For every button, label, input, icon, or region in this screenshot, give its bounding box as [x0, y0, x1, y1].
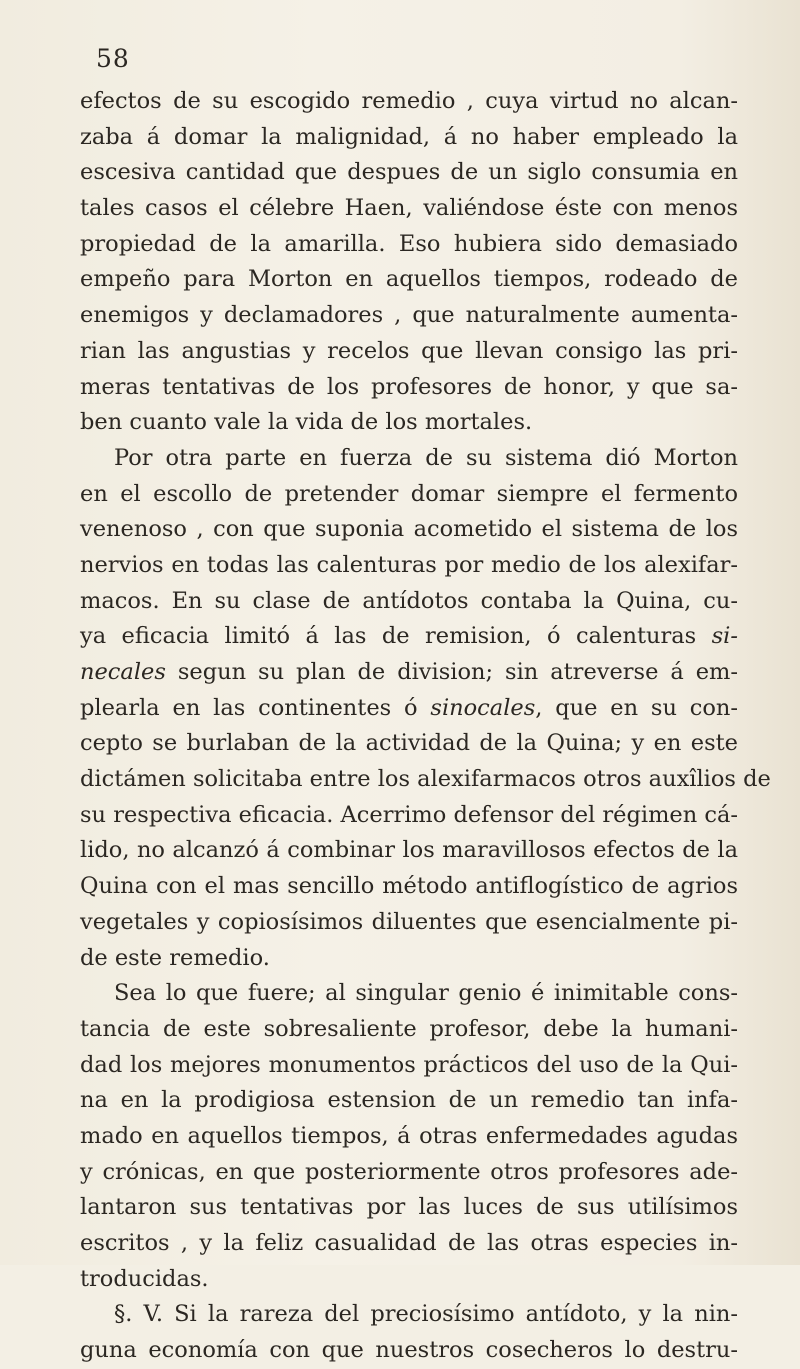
text-line — [80, 976, 738, 1012]
text-segment: guna economía con que nuestros cosecheros lo destru- — [80, 1337, 738, 1364]
text-line — [80, 441, 738, 477]
text-line — [80, 655, 738, 691]
text-line — [80, 1012, 738, 1048]
text-line — [80, 905, 738, 941]
text-line — [80, 1155, 738, 1191]
italic-term: sinocales — [430, 694, 536, 721]
text-line — [80, 1262, 738, 1298]
text-segment: meras tentativas de los profesores de honor, y que sa- — [80, 373, 738, 400]
text-line — [80, 84, 738, 120]
text-segment: su respectiva eficacia. Acerrimo defensor del régimen cá- — [80, 801, 738, 828]
text-segment: , que en su con- — [535, 694, 739, 721]
text-line — [80, 405, 738, 441]
text-segment: zaba á domar la malignidad, á no haber empleado la — [80, 123, 738, 150]
text-segment: plearla en las continentes ó — [80, 694, 431, 721]
text-segment: na en la prodigiosa estension de un remedio tan infa- — [80, 1087, 738, 1114]
text-line — [80, 512, 738, 548]
text-line — [80, 370, 738, 406]
text-line — [80, 1190, 738, 1226]
text-line — [80, 227, 738, 263]
text-line — [80, 477, 738, 513]
text-line — [80, 155, 738, 191]
body-text — [80, 84, 771, 1369]
text-segment: escritos , y la feliz casualidad de las otras especies in- — [80, 1230, 738, 1256]
text-line — [80, 619, 738, 655]
text-segment: Quina con el mas sencillo método antiflogístico de agrios — [80, 873, 738, 900]
page-number: 58 — [96, 44, 130, 73]
text-line — [80, 1119, 738, 1155]
text-segment: dad los mejores monumentos prácticos del uso de la Qui- — [80, 1051, 738, 1078]
text-segment: en el escollo de pretender domar siempre el fermento — [80, 480, 738, 507]
text-segment: ben cuanto vale la vida de los mortales. — [80, 409, 533, 436]
text-line — [80, 1333, 738, 1369]
text-line — [80, 1083, 738, 1119]
text-segment: mado en aquellos tiempos, á otras enfermedades agudas — [80, 1122, 738, 1149]
text-line — [80, 798, 738, 834]
text-segment: vegetales y copiosísimos diluentes que esencialmente pi- — [80, 908, 738, 935]
text-segment: venenoso , con que suponia acometido el sistema de los — [80, 516, 738, 543]
text-segment: tancia de este sobresaliente profesor, debe la humani- — [80, 1015, 738, 1042]
text-segment: rian las angustias y recelos que llevan consigo las pri- — [80, 337, 738, 364]
text-segment: Por otra parte en fuerza de su sistema dió Morton — [114, 444, 738, 471]
text-segment: empeño para Morton en aquellos tiempos, rodeado de — [80, 266, 738, 293]
text-line — [80, 334, 738, 370]
text-line — [80, 941, 738, 977]
text-segment: y crónicas, en que posteriormente otros profesores ade- — [80, 1158, 738, 1185]
text-segment: dictámen solicitaba entre los alexifarmacos otros auxîlios de — [80, 766, 771, 793]
text-segment: de este remedio. — [80, 944, 270, 971]
text-segment: propiedad de la amarilla. Eso hubiera sido demasiado — [80, 230, 738, 257]
text-segment: efectos de su escogido remedio , cuya virtud no alcan- — [80, 88, 738, 114]
text-segment: escesiva cantidad que despues de un siglo consumia en — [80, 159, 738, 186]
text-segment: tales casos el célebre Haen, valiéndose éste con menos — [80, 195, 738, 222]
italic-term: si- — [711, 623, 738, 650]
text-line — [80, 191, 738, 227]
text-line — [80, 262, 738, 298]
text-line — [80, 726, 738, 762]
text-line — [80, 1048, 738, 1084]
text-line — [80, 869, 738, 905]
text-segment: ya eficacia limitó á las de remision, ó calenturas — [80, 623, 712, 650]
text-segment: lantaron sus tentativas por las luces de sus utilísimos — [80, 1194, 738, 1221]
text-segment: cepto se burlaban de la actividad de la Quina; y en este — [80, 730, 738, 757]
text-segment: segun su plan de division; sin atreverse á em- — [165, 659, 738, 685]
text-line — [80, 1226, 738, 1262]
text-line — [80, 584, 738, 620]
text-line — [80, 548, 738, 584]
text-segment: macos. En su clase de antídotos contaba la Quina, cu- — [80, 587, 738, 614]
text-line — [80, 298, 738, 334]
text-segment: enemigos y declamadores , que naturalmente aumenta- — [80, 302, 738, 329]
italic-term: necales — [80, 659, 166, 685]
text-segment: §. V. Si la rareza del preciosísimo antídoto, y la nin- — [114, 1301, 738, 1328]
text-segment: Sea lo que fuere; al singular genio é inimitable cons- — [114, 980, 738, 1007]
text-line — [80, 1297, 738, 1333]
text-line — [80, 120, 738, 156]
text-segment: lido, no alcanzó á combinar los maravillosos efectos de la — [80, 837, 738, 864]
text-line — [80, 833, 738, 869]
text-line — [80, 762, 771, 798]
text-segment: nervios en todas las calenturas por medio de los alexifar- — [80, 551, 738, 578]
text-line — [80, 691, 738, 727]
text-segment: troducidas. — [80, 1265, 209, 1292]
